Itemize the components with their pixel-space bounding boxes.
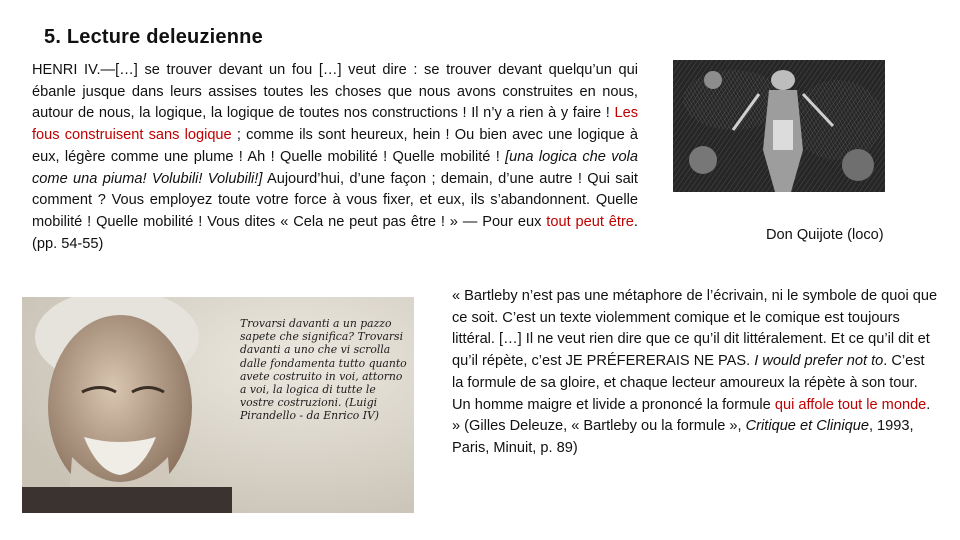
image-caption: Don Quijote (loco) (766, 227, 884, 243)
don-quijote-image (673, 60, 885, 192)
engraving-illustration (673, 60, 885, 192)
quote-text: Aujourd’hui, d’une façon ; demain, d’une autre ! Qui sait comment ? Vous employez toute votre force à vous fixer, et eux, ils s’abandonnent. Quelle mobilité ! Quelle mobilité ! Vous dites « Cela ne peut pas être ! » — Pour eux (32, 170, 638, 230)
highlight-text: qui affole tout le monde (774, 396, 927, 413)
quote-deleuze (452, 286, 938, 460)
quote-text: HENRI IV.—[…] se trouver devant un fou […] veut dire : se trouver devant quelqu’un qui ébanle jusque dans leurs assises toutes les choses que nous avons construites en nous, autour de nous, la logique, la logique de toutes nos constructions ! Il n’y a rien à y faire ! (32, 62, 638, 122)
english-quote: I would prefer not to (754, 353, 884, 370)
italian-quote: [una logica che vola come una piuma! Volubili! Volubili!] (32, 148, 638, 187)
pirandello-image (22, 297, 414, 513)
highlight-text: Les fous construisent sans logique (32, 105, 638, 144)
quote-text: . (pp. 54-55) (32, 213, 638, 252)
slide-title: 5. Lecture deleuzienne (44, 26, 263, 48)
highlight-text: tout peut être (546, 213, 634, 230)
book-title: Critique et Clinique (745, 418, 869, 435)
portrait-quote-overlay: Trovarsi davanti a un pazzo sapete che significa? Trovarsi davanti a uno che vi scrolla dalle fondamenta tutto quanto avete costruito in voi, attorno a voi, la logica di tutte le vostre costruzioni. (Luigi Pirandello - da Enrico IV) (240, 317, 407, 423)
quote-text: . » (Gilles Deleuze, « Bartleby ou la formule », (452, 396, 931, 435)
quote-text: ; comme ils sont heureux, hein ! Ou bien avec une logique à eux, légère comme une plume ! Ah ! Quelle mobilité ! Quelle mobilité ! (32, 127, 638, 165)
quote-text: . C’est la formule de sa gloire, et chaque lecteur amoureux la répète à son tour. Un homme maigre et livide a prononcé la formule (452, 353, 925, 413)
quote-text: , 1993, Paris, Minuit, p. 89) (452, 418, 914, 456)
quote-text: « Bartleby n’est pas une métaphore de l’écrivain, ni le symbole de quoi que ce soit. C’est un texte violemment comique et le comique est toujours littéral. […] Il ne veut rien dire que ce qu’il dit littéralement. Et ce qu’il dit et qu’il répète, c’est JE PRÉFERERAIS NE PAS. (452, 288, 938, 370)
quote-henri-iv (32, 60, 638, 255)
